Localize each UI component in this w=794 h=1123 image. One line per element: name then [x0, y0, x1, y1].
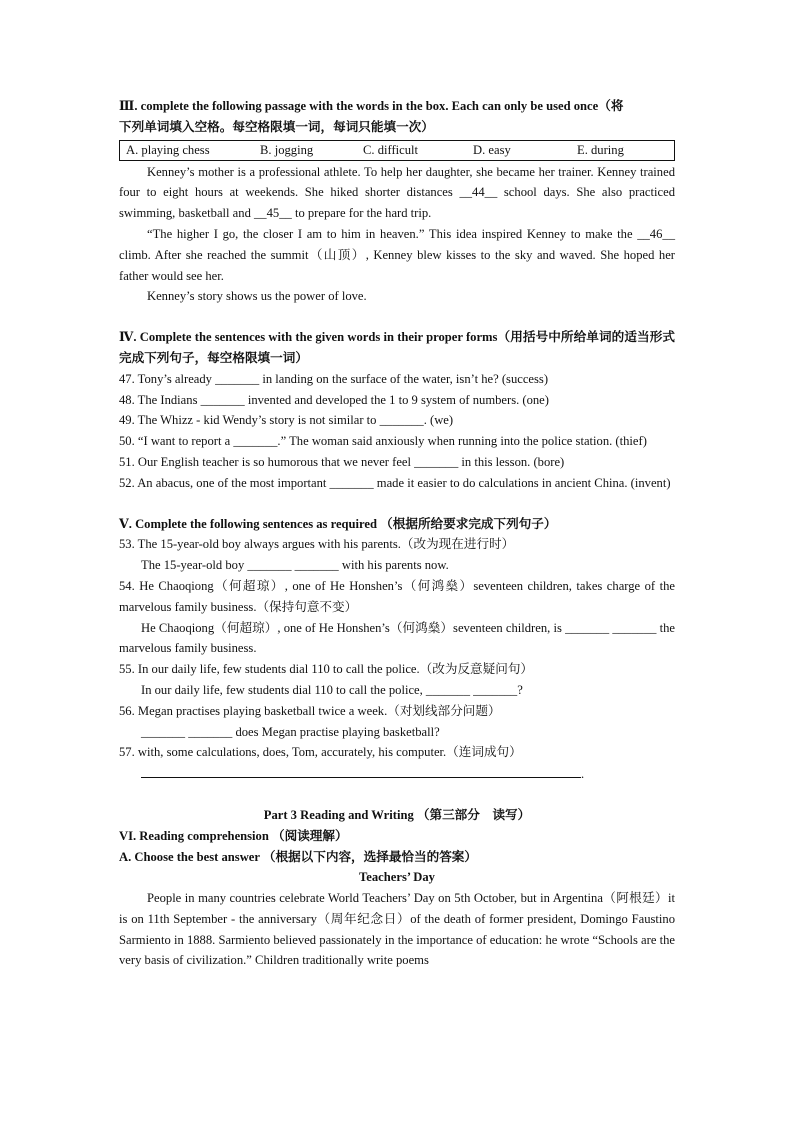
question-51: 51. Our English teacher is so humorous that we never feel _______ in this lesson. (bore) [119, 454, 565, 469]
word-option-c: C. difficult [363, 142, 419, 157]
answer-57-line [119, 763, 675, 785]
section-4-heading: Ⅳ. Complete the sentences with the given words in their proper forms（用括号中所给单词的适当形式完成下列句子，每空格限填一词） [119, 330, 675, 365]
reading-comprehension-heading: VI. Reading comprehension （阅读理解） [119, 828, 348, 843]
passage-paragraph-1: Kenney’s mother is a professional athlete. To help her daughter, she became her trainer. Kenney trained four to eight hours at weekends. She hiked shorter distances __44__ school days. She also practiced swimming, basketball and __45__ to prepare for the hard trip. [119, 164, 675, 221]
word-option-b: B. jogging [260, 142, 314, 157]
article-paragraph: People in many countries celebrate World Teachers’ Day on 5th October, but in Argentina（阿根廷）it is on 11th September - the anniversary（周年纪念日）of the death of former president, Domingo Faustino Sarmiento in 1888. Sarmiento believed passionately in the importance of education: he wrote “Schools are the very basis of civilization.” Children traditionally write poems [119, 891, 675, 968]
question-49: 49. The Whizz - kid Wendy’s story is not similar to _______. (we) [119, 413, 454, 428]
question-56: 56. Megan practises playing basketball twice a week.（对划线部分问题） [119, 703, 501, 718]
word-box [119, 140, 675, 161]
passage-paragraph-3: Kenney’s story shows us the power of love. [147, 289, 367, 304]
answer-57-period: . [581, 767, 585, 782]
answer-55: In our daily life, few students dial 110 to call the police, _______ _______? [141, 682, 523, 697]
word-option-a: A. playing chess [126, 142, 210, 157]
question-50: 50. “I want to report a _______.” The woman said anxiously when running into the police station. (thief) [119, 434, 647, 449]
question-54: 54. He Chaoqiong（何超琼）, one of He Honshen’s（何鸿燊）seventeen children, takes charge of the marvelous family business.（保持句意不变） [119, 578, 675, 614]
section-3-heading-line1: Ⅲ. complete the following passage with the words in the box. Each can only be used once（将 [119, 99, 624, 113]
answer-54: He Chaoqiong（何超琼）, one of He Honshen’s（何鸿燊）seventeen children, is _______ _______ the marvelous family business. [119, 620, 675, 656]
answer-56: _______ _______ does Megan practise playing basketball? [141, 724, 440, 739]
question-53: 53. The 15-year-old boy always argues with his parents.（改为现在进行时） [119, 537, 515, 552]
article-title: Teachers’ Day [359, 870, 435, 885]
section-3-heading [119, 96, 675, 138]
section-5-heading: Ⅴ. Complete the following sentences as required （根据所给要求完成下列句子） [119, 516, 557, 531]
question-57: 57. with, some calculations, does, Tom, accurately, his computer.（连词成句） [119, 745, 522, 760]
word-option-d: D. easy [473, 142, 511, 157]
choose-best-answer-heading: A. Choose the best answer （根据以下内容，选择最恰当的答案） [119, 849, 477, 864]
section-3-heading-line2: 下列单词填入空格。每空格限填一词，每词只能填一次） [119, 119, 434, 134]
question-55: 55. In our daily life, few students dial 110 to call the police.（改为反意疑问句） [119, 662, 534, 677]
question-52: 52. An abacus, one of the most important _______ made it easier to do calculations in ancient China. (invent) [119, 475, 671, 490]
worksheet-page [119, 96, 675, 971]
question-47: 47. Tony’s already _______ in landing on the surface of the water, isn’t he? (success) [119, 371, 549, 386]
answer-blank-line [141, 763, 581, 778]
question-48: 48. The Indians _______ invented and developed the 1 to 9 system of numbers. (one) [119, 392, 549, 407]
passage-paragraph-2: “The higher I go, the closer I am to him in heaven.” This idea inspired Kenney to make the __46__ climb. After she reached the summit（山顶）, Kenney blew kisses to the sky and waved. She hoped her father would see her. [119, 226, 675, 283]
word-option-e: E. during [577, 142, 624, 157]
answer-53: The 15-year-old boy _______ _______ with his parents now. [141, 558, 449, 573]
part-3-title: Part 3 Reading and Writing （第三部分 读写） [263, 807, 531, 822]
